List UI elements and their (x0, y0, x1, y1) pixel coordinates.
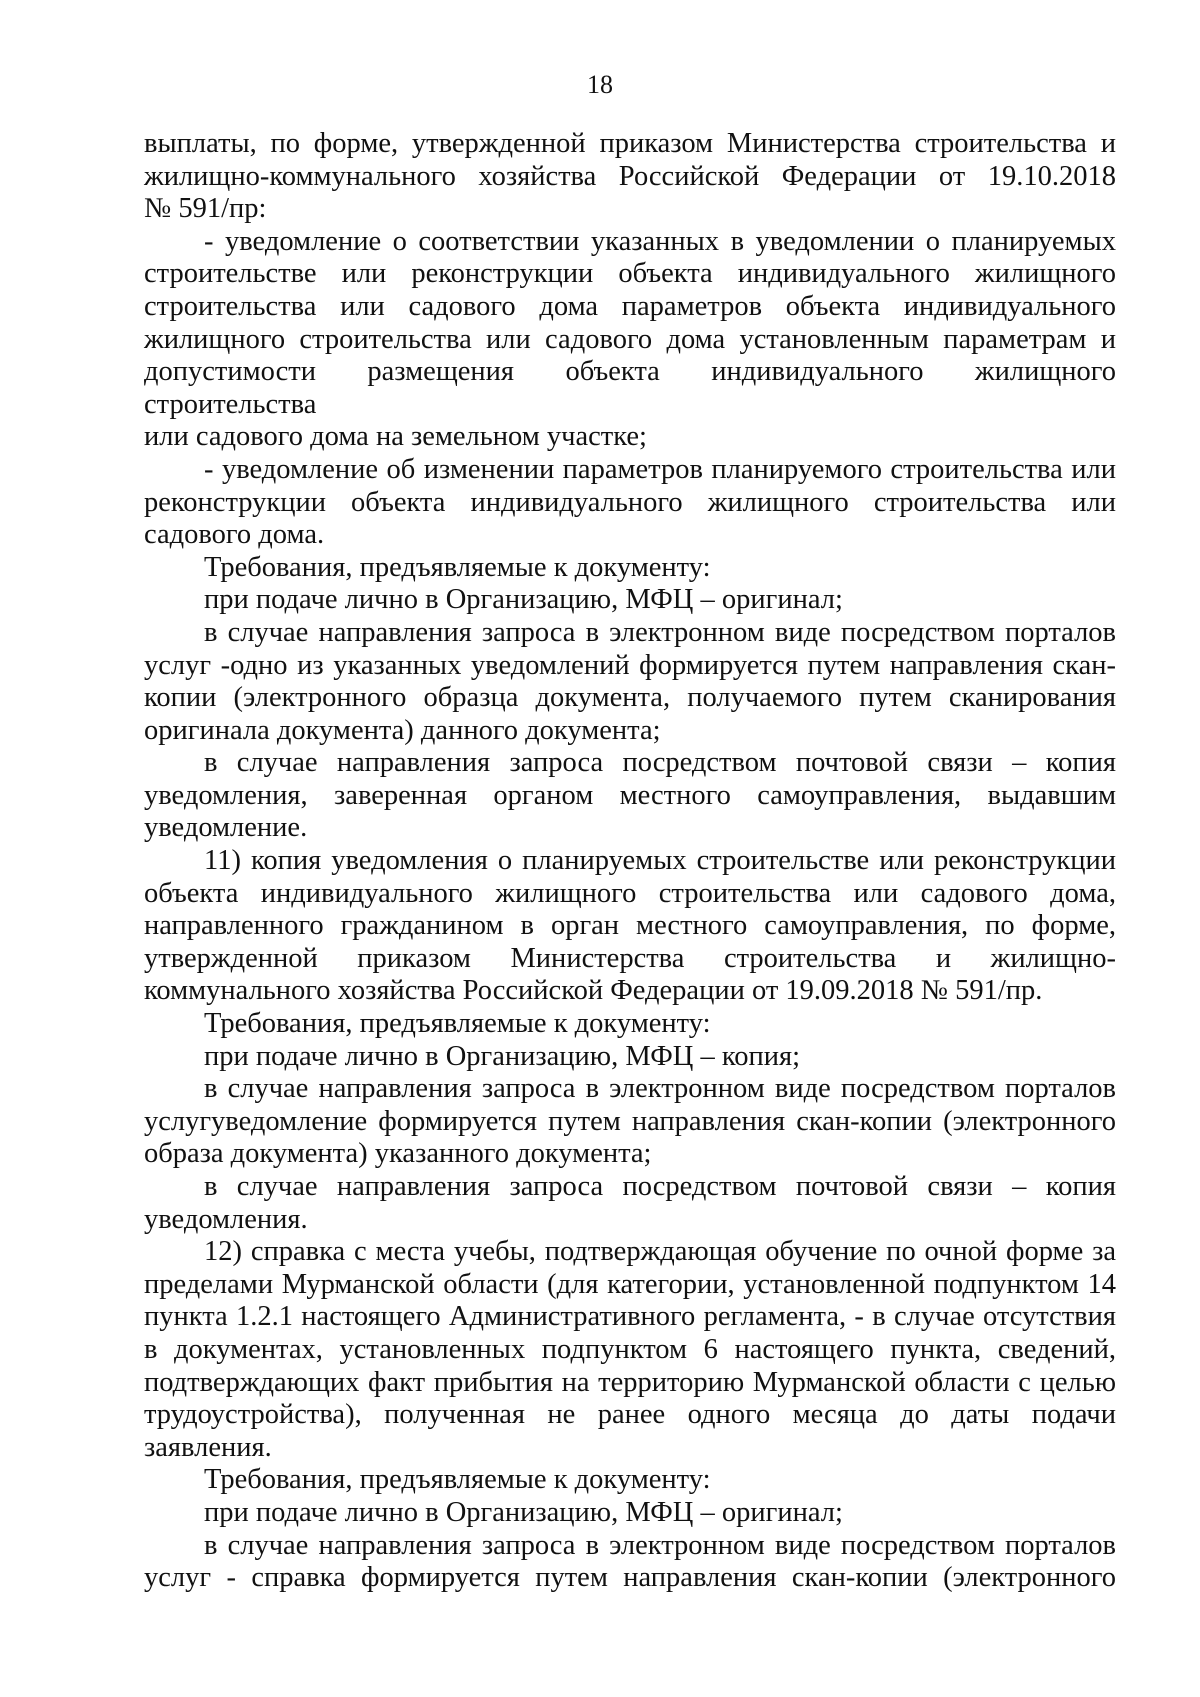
paragraph-line: 11) копия уведомления о планируемых строительстве или реконструкции (204, 845, 1116, 877)
page-number: 18 (587, 70, 613, 99)
paragraph-line: уведомления, заверенная органом местного самоуправления, выдавшим (144, 779, 1116, 811)
paragraph-line: № 591/пр: (144, 193, 267, 225)
paragraph-line: образа документа) указанного документа; (144, 1138, 652, 1170)
paragraph-line: заявления. (144, 1431, 272, 1463)
paragraph-line: жилищного строительства или садового дома установленным параметрам и (144, 323, 1116, 355)
paragraph-line: строительстве или реконструкции объекта индивидуального жилищного (144, 258, 1116, 290)
paragraph-line: выплаты, по форме, утвержденной приказом Министерства строительства и (144, 128, 1116, 159)
paragraph-line: или садового дома на земельном участке; (144, 421, 647, 453)
paragraph-line: в случае направления запроса в электронном виде посредством порталов (204, 1529, 1116, 1561)
paragraph-line: при подаче лично в Организацию, МФЦ – оригинал; (204, 1496, 843, 1528)
paragraph-line: услуг -одно из указанных уведомлений формируется путем направления скан- (144, 649, 1116, 681)
document-body (144, 128, 1116, 1595)
paragraph-line: в документах, установленных подпунктом 6 настоящего пункта, сведений, (144, 1333, 1116, 1365)
paragraph-line: оригинала документа) данного документа; (144, 714, 661, 746)
paragraph-line: пункта 1.2.1 настоящего Административного регламента, - в случае отсутствия (144, 1301, 1116, 1333)
paragraph-line: копии (электронного образца документа, получаемого путем сканирования (144, 682, 1116, 714)
paragraph-line: при подаче лично в Организацию, МФЦ – копия; (204, 1040, 801, 1072)
paragraph-line: Требования, предъявляемые к документу: (204, 551, 711, 583)
paragraph-line: коммунального хозяйства Российской Федерации от 19.09.2018 № 591/пр. (144, 975, 1043, 1007)
paragraph-line: жилищно-коммунального хозяйства Российской Федерации от 19.10.2018 (144, 160, 1116, 192)
paragraph-line: в случае направления запроса посредством почтовой связи – копия (204, 747, 1116, 779)
paragraph-line: уведомления. (144, 1203, 308, 1235)
paragraph-line: Требования, предъявляемые к документу: (204, 1008, 711, 1040)
paragraph-line: реконструкции объекта индивидуального жилищного строительства или (144, 486, 1116, 518)
paragraph-line: садового дома. (144, 519, 325, 551)
paragraph-line: направленного гражданином в орган местного самоуправления, по форме, (144, 910, 1116, 942)
paragraph-line: уведомление. (144, 812, 308, 844)
paragraph-line: допустимости размещения объекта индивидуального жилищного строительства (144, 356, 1116, 420)
paragraph-line: в случае направления запроса в электронном виде посредством порталов (204, 1073, 1116, 1105)
paragraph-line: - уведомление об изменении параметров планируемого строительства или (204, 453, 1116, 485)
paragraph-line: - уведомление о соответствии указанных в уведомлении о планируемых (204, 225, 1116, 257)
paragraph-line: в случае направления запроса в электронном виде посредством порталов (204, 616, 1116, 648)
paragraph-line: 12) справка с места учебы, подтверждающая обучение по очной форме за (204, 1236, 1116, 1268)
paragraph-line: объекта индивидуального жилищного строительства или садового дома, (144, 877, 1116, 909)
paragraph-line: пределами Мурманской области (для категории, установленной подпунктом 14 (144, 1268, 1116, 1300)
paragraph-line: утвержденной приказом Министерства строительства и жилищно- (144, 942, 1116, 974)
paragraph-line: трудоустройства), полученная не ранее одного месяца до даты подачи (144, 1399, 1116, 1431)
paragraph-line: при подаче лично в Организацию, МФЦ – оригинал; (204, 584, 843, 616)
paragraph-line: строительства или садового дома параметров объекта индивидуального (144, 290, 1116, 322)
paragraph-line: в случае направления запроса посредством почтовой связи – копия (204, 1171, 1116, 1202)
paragraph-line: услуг - справка формируется путем направления скан-копии (электронного (144, 1562, 1116, 1594)
paragraph-line: подтверждающих факт прибытия на территорию Мурманской области с целью (144, 1366, 1116, 1398)
paragraph-line: услугуведомление формируется путем направления скан-копии (электронного (144, 1105, 1116, 1137)
paragraph-line: Требования, предъявляемые к документу: (204, 1464, 711, 1496)
